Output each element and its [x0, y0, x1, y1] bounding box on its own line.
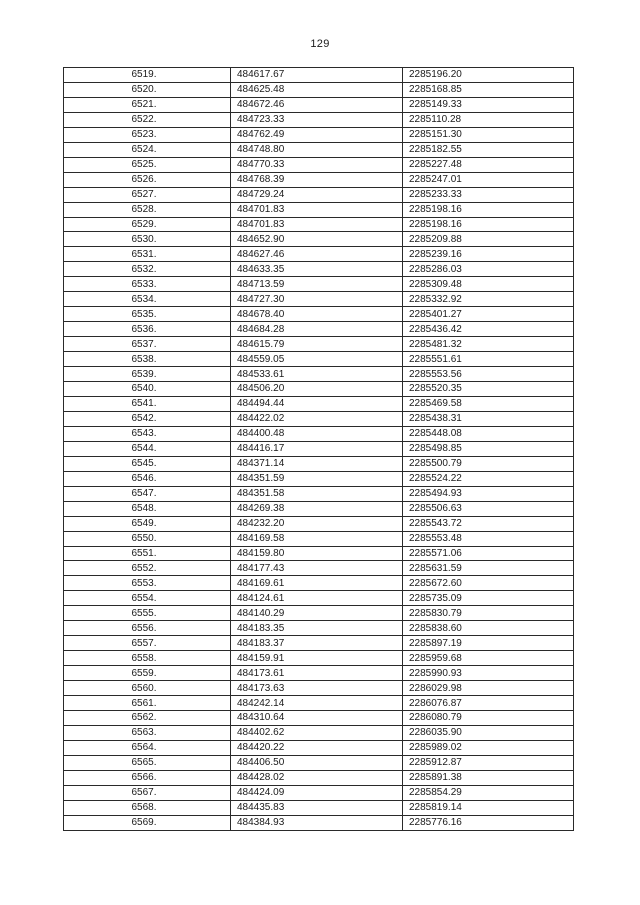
- x-coordinate-cell: 484351.59: [231, 471, 403, 486]
- point-number-cell: 6557.: [64, 636, 231, 651]
- y-coordinate-cell: 2285436.42: [403, 322, 574, 337]
- y-coordinate-cell: 2285168.85: [403, 82, 574, 97]
- y-coordinate-cell: 2285332.92: [403, 292, 574, 307]
- y-coordinate-cell: 2285481.32: [403, 337, 574, 352]
- y-coordinate-cell: 2285151.30: [403, 127, 574, 142]
- table-row: [64, 187, 574, 202]
- y-coordinate-cell: 2285438.31: [403, 411, 574, 426]
- x-coordinate-cell: 484701.83: [231, 217, 403, 232]
- x-coordinate-cell: 484652.90: [231, 232, 403, 247]
- table-row: [64, 322, 574, 337]
- y-coordinate-cell: 2285309.48: [403, 277, 574, 292]
- y-coordinate-cell: 2285551.61: [403, 352, 574, 367]
- y-coordinate-cell: 2285506.63: [403, 501, 574, 516]
- x-coordinate-cell: 484625.48: [231, 82, 403, 97]
- y-coordinate-cell: 2285233.33: [403, 187, 574, 202]
- point-number-cell: 6560.: [64, 681, 231, 696]
- table-row: [64, 82, 574, 97]
- table-row: [64, 516, 574, 531]
- y-coordinate-cell: 2285571.06: [403, 546, 574, 561]
- y-coordinate-cell: 2285196.20: [403, 68, 574, 83]
- table-row: [64, 501, 574, 516]
- x-coordinate-cell: 484406.50: [231, 755, 403, 770]
- y-coordinate-cell: 2285854.29: [403, 785, 574, 800]
- x-coordinate-cell: 484416.17: [231, 441, 403, 456]
- x-coordinate-cell: 484159.80: [231, 546, 403, 561]
- point-number-cell: 6543.: [64, 426, 231, 441]
- y-coordinate-cell: 2285553.48: [403, 531, 574, 546]
- table-row: [64, 636, 574, 651]
- table-row: [64, 681, 574, 696]
- table-row: [64, 755, 574, 770]
- point-number-cell: 6545.: [64, 456, 231, 471]
- y-coordinate-cell: 2286076.87: [403, 696, 574, 711]
- point-number-cell: 6522.: [64, 112, 231, 127]
- y-coordinate-cell: 2285469.58: [403, 396, 574, 411]
- point-number-cell: 6532.: [64, 262, 231, 277]
- y-coordinate-cell: 2285990.93: [403, 666, 574, 681]
- point-number-cell: 6541.: [64, 396, 231, 411]
- point-number-cell: 6552.: [64, 561, 231, 576]
- point-number-cell: 6529.: [64, 217, 231, 232]
- point-number-cell: 6524.: [64, 142, 231, 157]
- y-coordinate-cell: 2285227.48: [403, 157, 574, 172]
- y-coordinate-cell: 2285209.88: [403, 232, 574, 247]
- table-row: [64, 710, 574, 725]
- point-number-cell: 6565.: [64, 755, 231, 770]
- table-row: [64, 785, 574, 800]
- table-row: [64, 696, 574, 711]
- y-coordinate-cell: 2285247.01: [403, 172, 574, 187]
- x-coordinate-cell: 484402.62: [231, 725, 403, 740]
- x-coordinate-cell: 484633.35: [231, 262, 403, 277]
- point-number-cell: 6568.: [64, 800, 231, 815]
- y-coordinate-cell: 2285543.72: [403, 516, 574, 531]
- point-number-cell: 6542.: [64, 411, 231, 426]
- x-coordinate-cell: 484768.39: [231, 172, 403, 187]
- x-coordinate-cell: 484124.61: [231, 591, 403, 606]
- point-number-cell: 6555.: [64, 606, 231, 621]
- point-number-cell: 6559.: [64, 666, 231, 681]
- x-coordinate-cell: 484435.83: [231, 800, 403, 815]
- point-number-cell: 6563.: [64, 725, 231, 740]
- point-number-cell: 6558.: [64, 651, 231, 666]
- y-coordinate-cell: 2285498.85: [403, 441, 574, 456]
- x-coordinate-cell: 484617.67: [231, 68, 403, 83]
- x-coordinate-cell: 484533.61: [231, 367, 403, 382]
- point-number-cell: 6523.: [64, 127, 231, 142]
- y-coordinate-cell: 2285182.55: [403, 142, 574, 157]
- y-coordinate-cell: 2285989.02: [403, 740, 574, 755]
- table-row: [64, 307, 574, 322]
- x-coordinate-cell: 484371.14: [231, 456, 403, 471]
- table-row: [64, 561, 574, 576]
- x-coordinate-cell: 484384.93: [231, 815, 403, 830]
- x-coordinate-cell: 484183.37: [231, 636, 403, 651]
- point-number-cell: 6530.: [64, 232, 231, 247]
- table-row: [64, 247, 574, 262]
- table-row: [64, 172, 574, 187]
- x-coordinate-cell: 484232.20: [231, 516, 403, 531]
- x-coordinate-cell: 484173.61: [231, 666, 403, 681]
- table-row: [64, 157, 574, 172]
- y-coordinate-cell: 2285524.22: [403, 471, 574, 486]
- table-row: [64, 232, 574, 247]
- point-number-cell: 6547.: [64, 486, 231, 501]
- y-coordinate-cell: 2285239.16: [403, 247, 574, 262]
- x-coordinate-cell: 484494.44: [231, 396, 403, 411]
- point-number-cell: 6567.: [64, 785, 231, 800]
- table-row: [64, 396, 574, 411]
- point-number-cell: 6554.: [64, 591, 231, 606]
- table-row: [64, 337, 574, 352]
- table-row: [64, 456, 574, 471]
- table-row: [64, 800, 574, 815]
- x-coordinate-cell: 484729.24: [231, 187, 403, 202]
- table-row: [64, 217, 574, 232]
- point-number-cell: 6540.: [64, 382, 231, 397]
- y-coordinate-cell: 2285631.59: [403, 561, 574, 576]
- x-coordinate-cell: 484420.22: [231, 740, 403, 755]
- table-row: [64, 277, 574, 292]
- x-coordinate-cell: 484748.80: [231, 142, 403, 157]
- point-number-cell: 6528.: [64, 202, 231, 217]
- table-row: [64, 651, 574, 666]
- point-number-cell: 6521.: [64, 97, 231, 112]
- point-number-cell: 6551.: [64, 546, 231, 561]
- table-row: [64, 262, 574, 277]
- y-coordinate-cell: 2286080.79: [403, 710, 574, 725]
- x-coordinate-cell: 484242.14: [231, 696, 403, 711]
- x-coordinate-cell: 484351.58: [231, 486, 403, 501]
- point-number-cell: 6533.: [64, 277, 231, 292]
- table-row: [64, 202, 574, 217]
- x-coordinate-cell: 484310.64: [231, 710, 403, 725]
- x-coordinate-cell: 484183.35: [231, 621, 403, 636]
- table-row: [64, 142, 574, 157]
- y-coordinate-cell: 2285912.87: [403, 755, 574, 770]
- x-coordinate-cell: 484770.33: [231, 157, 403, 172]
- y-coordinate-cell: 2285897.19: [403, 636, 574, 651]
- x-coordinate-cell: 484678.40: [231, 307, 403, 322]
- table-row: [64, 770, 574, 785]
- table-row: [64, 68, 574, 83]
- point-number-cell: 6549.: [64, 516, 231, 531]
- point-number-cell: 6544.: [64, 441, 231, 456]
- point-number-cell: 6561.: [64, 696, 231, 711]
- point-number-cell: 6546.: [64, 471, 231, 486]
- table-row: [64, 486, 574, 501]
- y-coordinate-cell: 2285149.33: [403, 97, 574, 112]
- y-coordinate-cell: 2285891.38: [403, 770, 574, 785]
- table-row: [64, 725, 574, 740]
- x-coordinate-cell: 484713.59: [231, 277, 403, 292]
- point-number-cell: 6548.: [64, 501, 231, 516]
- table-row: [64, 352, 574, 367]
- x-coordinate-cell: 484615.79: [231, 337, 403, 352]
- table-row: [64, 740, 574, 755]
- point-number-cell: 6527.: [64, 187, 231, 202]
- table-row: [64, 382, 574, 397]
- y-coordinate-cell: 2285830.79: [403, 606, 574, 621]
- x-coordinate-cell: 484177.43: [231, 561, 403, 576]
- x-coordinate-cell: 484723.33: [231, 112, 403, 127]
- table-row: [64, 546, 574, 561]
- x-coordinate-cell: 484672.46: [231, 97, 403, 112]
- table-row: [64, 606, 574, 621]
- point-number-cell: 6535.: [64, 307, 231, 322]
- x-coordinate-cell: 484627.46: [231, 247, 403, 262]
- x-coordinate-cell: 484424.09: [231, 785, 403, 800]
- x-coordinate-cell: 484422.02: [231, 411, 403, 426]
- table-row: [64, 441, 574, 456]
- y-coordinate-cell: 2285448.08: [403, 426, 574, 441]
- x-coordinate-cell: 484169.61: [231, 576, 403, 591]
- coordinates-table-body: [64, 68, 574, 831]
- point-number-cell: 6520.: [64, 82, 231, 97]
- point-number-cell: 6525.: [64, 157, 231, 172]
- x-coordinate-cell: 484269.38: [231, 501, 403, 516]
- page-number: 129: [310, 38, 330, 50]
- x-coordinate-cell: 484506.20: [231, 382, 403, 397]
- table-row: [64, 292, 574, 307]
- table-row: [64, 531, 574, 546]
- point-number-cell: 6519.: [64, 68, 231, 83]
- point-number-cell: 6536.: [64, 322, 231, 337]
- y-coordinate-cell: 2285500.79: [403, 456, 574, 471]
- table-row: [64, 621, 574, 636]
- y-coordinate-cell: 2285819.14: [403, 800, 574, 815]
- y-coordinate-cell: 2285198.16: [403, 217, 574, 232]
- y-coordinate-cell: 2285735.09: [403, 591, 574, 606]
- table-row: [64, 97, 574, 112]
- table-row: [64, 666, 574, 681]
- point-number-cell: 6569.: [64, 815, 231, 830]
- x-coordinate-cell: 484400.48: [231, 426, 403, 441]
- table-row: [64, 815, 574, 830]
- y-coordinate-cell: 2286029.98: [403, 681, 574, 696]
- y-coordinate-cell: 2285838.60: [403, 621, 574, 636]
- table-row: [64, 576, 574, 591]
- point-number-cell: 6531.: [64, 247, 231, 262]
- table-row: [64, 112, 574, 127]
- table-row: [64, 127, 574, 142]
- point-number-cell: 6562.: [64, 710, 231, 725]
- point-number-cell: 6526.: [64, 172, 231, 187]
- point-number-cell: 6556.: [64, 621, 231, 636]
- x-coordinate-cell: 484428.02: [231, 770, 403, 785]
- table-row: [64, 591, 574, 606]
- point-number-cell: 6537.: [64, 337, 231, 352]
- x-coordinate-cell: 484169.58: [231, 531, 403, 546]
- table-row: [64, 411, 574, 426]
- table-row: [64, 367, 574, 382]
- x-coordinate-cell: 484762.49: [231, 127, 403, 142]
- point-number-cell: 6538.: [64, 352, 231, 367]
- table-row: [64, 426, 574, 441]
- point-number-cell: 6539.: [64, 367, 231, 382]
- x-coordinate-cell: 484727.30: [231, 292, 403, 307]
- y-coordinate-cell: 2285286.03: [403, 262, 574, 277]
- y-coordinate-cell: 2286035.90: [403, 725, 574, 740]
- coordinates-table: [63, 67, 574, 831]
- table-row: [64, 471, 574, 486]
- y-coordinate-cell: 2285198.16: [403, 202, 574, 217]
- y-coordinate-cell: 2285553.56: [403, 367, 574, 382]
- y-coordinate-cell: 2285110.28: [403, 112, 574, 127]
- y-coordinate-cell: 2285401.27: [403, 307, 574, 322]
- point-number-cell: 6534.: [64, 292, 231, 307]
- y-coordinate-cell: 2285672.60: [403, 576, 574, 591]
- x-coordinate-cell: 484173.63: [231, 681, 403, 696]
- x-coordinate-cell: 484559.05: [231, 352, 403, 367]
- x-coordinate-cell: 484140.29: [231, 606, 403, 621]
- x-coordinate-cell: 484684.28: [231, 322, 403, 337]
- point-number-cell: 6553.: [64, 576, 231, 591]
- y-coordinate-cell: 2285959.68: [403, 651, 574, 666]
- point-number-cell: 6566.: [64, 770, 231, 785]
- y-coordinate-cell: 2285520.35: [403, 382, 574, 397]
- point-number-cell: 6564.: [64, 740, 231, 755]
- point-number-cell: 6550.: [64, 531, 231, 546]
- y-coordinate-cell: 2285776.16: [403, 815, 574, 830]
- y-coordinate-cell: 2285494.93: [403, 486, 574, 501]
- x-coordinate-cell: 484159.91: [231, 651, 403, 666]
- x-coordinate-cell: 484701.83: [231, 202, 403, 217]
